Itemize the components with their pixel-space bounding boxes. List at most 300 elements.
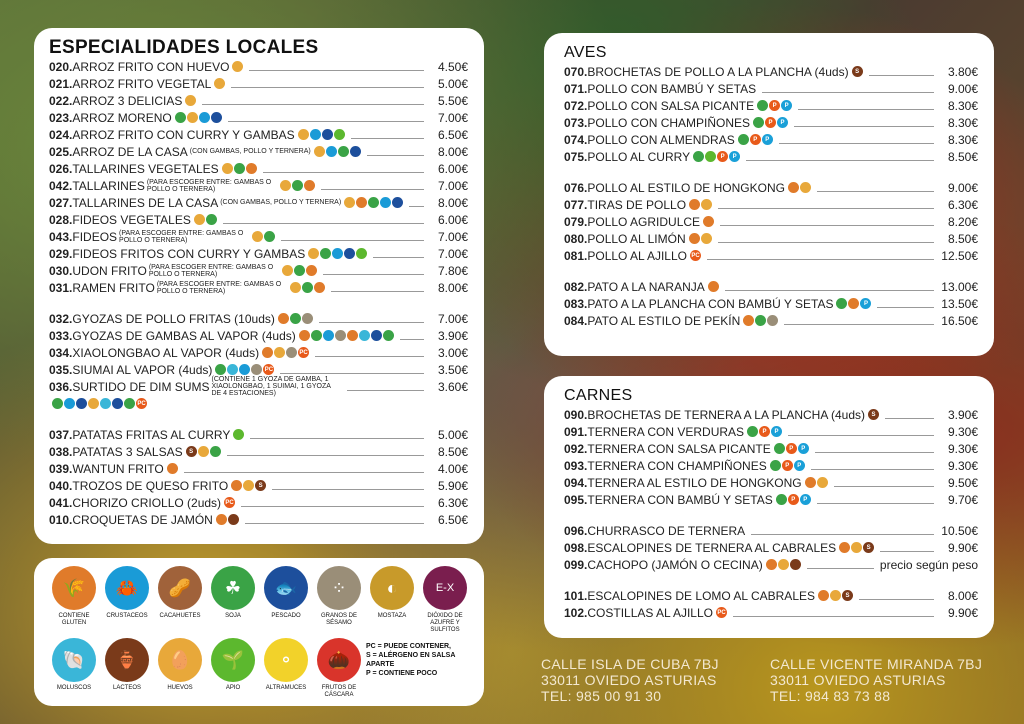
item-name: POLLO CON SALSA PICANTE — [587, 98, 755, 113]
huevos-allergen-icon — [282, 265, 293, 276]
allergen-icons — [747, 426, 782, 437]
sesamo-allergen-icon — [302, 313, 313, 324]
item-name: XIAOLONGBAO AL VAPOR (4uds) — [72, 345, 260, 360]
item-name: TERNERA CON SALSA PICANTE — [587, 441, 771, 456]
item-name: ARROZ DE LA CASA — [72, 144, 188, 159]
allergen-icons — [222, 163, 257, 174]
p-allergen-icon: P — [769, 100, 780, 111]
item-code: 095. — [564, 492, 588, 507]
item-code: 034. — [49, 345, 73, 360]
sesamo-allergen-icon — [767, 315, 778, 326]
soja-allergen-icon — [747, 426, 758, 437]
gluten-allergen-icon — [304, 180, 315, 191]
menu-item — [49, 211, 468, 228]
soja-allergen-icon — [234, 163, 245, 174]
item-code: 043. — [49, 229, 73, 244]
item-note: (PARA ESCOGER ENTRE: GAMBAS O POLLO O TERNERA) — [119, 229, 244, 244]
huevos-allergen-icon — [88, 398, 99, 409]
allergen-icons — [233, 429, 244, 440]
huevos-allergen-icon — [243, 480, 254, 491]
item-price: 9.50€ — [947, 475, 978, 490]
soja-allergen-icon — [770, 460, 781, 471]
allergen-icons — [224, 497, 235, 508]
item-code: 032. — [49, 311, 73, 326]
item-code: 023. — [49, 110, 73, 125]
menu-item — [49, 494, 468, 511]
item-name: TERNERA CON CHAMPIÑONES — [587, 458, 767, 473]
address-2 — [770, 656, 982, 704]
item-name: RAMEN FRITO — [72, 280, 155, 295]
huevos-allergen-icon — [308, 248, 319, 259]
item-name: WANTUN FRITO — [72, 461, 164, 476]
legend-label: HUEVOS — [167, 685, 193, 691]
huevos-allergen-icon — [274, 347, 285, 358]
s-allergen-icon: S — [868, 409, 879, 420]
legend-item-sulfitos — [419, 566, 471, 634]
altramuces-icon: ⚬ — [264, 638, 308, 682]
item-code: 093. — [564, 458, 588, 473]
soja-allergen-icon — [311, 330, 322, 341]
gluten-allergen-icon — [347, 330, 358, 341]
leader-line — [751, 526, 934, 535]
legend-notes — [366, 638, 471, 699]
pescado-allergen-icon — [344, 248, 355, 259]
address-line: 33011 OVIEDO ASTURIAS — [770, 672, 946, 688]
menu-item — [564, 604, 978, 621]
item-code: 041. — [49, 495, 73, 510]
soja-allergen-icon — [755, 315, 766, 326]
soja-allergen-icon — [206, 214, 217, 225]
item-price: 6.30€ — [947, 197, 978, 212]
item-name: FIDEOS FRITOS CON CURRY Y GAMBAS — [72, 246, 306, 261]
menu-item — [564, 97, 978, 114]
leader-line — [718, 234, 934, 243]
phone: TEL: 985 00 91 30 — [541, 688, 662, 704]
legend-label: FRUTOS DE CÁSCARA — [321, 685, 357, 698]
item-name: PATATAS 3 SALSAS — [72, 444, 183, 459]
carnes-panel — [544, 376, 994, 638]
item-price: 7.00€ — [437, 311, 468, 326]
pp-allergen-icon: P — [781, 100, 792, 111]
crustaceos-allergen-icon — [310, 129, 321, 140]
item-code: 027. — [49, 195, 73, 210]
phone: TEL: 984 83 73 88 — [770, 688, 891, 704]
soja-allergen-icon — [294, 265, 305, 276]
leader-line — [315, 348, 424, 357]
item-code: 083. — [564, 296, 588, 311]
leader-line — [834, 478, 934, 487]
menu-item — [49, 228, 468, 245]
item-price: 8.30€ — [947, 98, 978, 113]
legend-note: APARTE — [366, 661, 395, 668]
huevos-allergen-icon — [701, 199, 712, 210]
item-name: POLLO AL LIMÓN — [587, 231, 686, 246]
item-price: 9.00€ — [947, 180, 978, 195]
legend-label: MOLUSCOS — [56, 685, 92, 691]
leader-line — [319, 314, 424, 323]
leader-line — [250, 430, 424, 439]
item-price: 12.50€ — [941, 248, 978, 263]
gluten-allergen-icon — [839, 542, 850, 553]
pp-allergen-icon: P — [777, 117, 788, 128]
item-code: 084. — [564, 313, 588, 328]
pp-allergen-icon: P — [771, 426, 782, 437]
gluten-allergen-icon — [167, 463, 178, 474]
gluten-allergen-icon — [743, 315, 754, 326]
menu-item — [49, 75, 468, 92]
item-code: 020. — [49, 59, 73, 74]
leader-line — [245, 515, 424, 524]
item-name: POLLO AL AJILLO — [587, 248, 687, 263]
huevos-allergen-icon — [830, 590, 841, 601]
item-price: 5.00€ — [437, 427, 468, 442]
item-name: TERNERA CON VERDURAS — [587, 424, 745, 439]
menu-item — [49, 378, 468, 395]
menu-item — [49, 177, 468, 194]
legend-label: DIÓXIDO DE AZUFRE Y SULFITOS — [427, 613, 463, 633]
item-code: 091. — [564, 424, 588, 439]
item-code: 099. — [564, 557, 588, 572]
soja-allergen-icon — [302, 282, 313, 293]
menu-item — [564, 131, 978, 148]
item-price: 3.90€ — [437, 328, 468, 343]
menu-item — [49, 344, 468, 361]
soja-allergen-icon — [368, 197, 379, 208]
apio-allergen-icon — [334, 129, 345, 140]
item-price: 9.30€ — [947, 424, 978, 439]
item-name: PATO A LA NARANJA — [587, 279, 705, 294]
item-code: 080. — [564, 231, 588, 246]
gluten-allergen-icon — [299, 330, 310, 341]
leader-line — [321, 181, 424, 190]
item-price: 5.00€ — [437, 76, 468, 91]
s-allergen-icon: S — [863, 542, 874, 553]
menu-item — [49, 126, 468, 143]
pescado-icon: 🐟 — [264, 566, 308, 610]
legend-label: CACAHUETES — [159, 613, 201, 619]
item-price: 3.50€ — [437, 362, 468, 377]
item-price: 8.50€ — [947, 149, 978, 164]
allergen-icons — [175, 112, 222, 123]
leader-line — [400, 331, 424, 340]
legend-item-sesamo — [313, 566, 365, 634]
item-name: TERNERA AL ESTILO DE HONGKONG — [587, 475, 802, 490]
item-code: 010. — [49, 512, 73, 527]
menu-item — [49, 477, 468, 494]
p-allergen-icon: P — [765, 117, 776, 128]
crustaceos-allergen-icon — [199, 112, 210, 123]
gluten-allergen-icon — [216, 514, 227, 525]
legend-item-huevos — [154, 638, 206, 699]
menu-item — [564, 474, 978, 491]
allergen-icons — [766, 559, 801, 570]
moluscos-allergen-icon — [100, 398, 111, 409]
legend-item-pescado — [260, 566, 312, 634]
gluten-allergen-icon — [788, 182, 799, 193]
legend-item-gluten — [48, 566, 100, 634]
cacahuetes-icon: 🥜 — [158, 566, 202, 610]
item-code: 021. — [49, 76, 73, 91]
crustaceos-allergen-icon — [380, 197, 391, 208]
lacteos-allergen-icon — [228, 514, 239, 525]
huevos-allergen-icon — [232, 61, 243, 72]
huevos-allergen-icon — [187, 112, 198, 123]
huevos-allergen-icon — [701, 233, 712, 244]
leader-line — [231, 79, 424, 88]
item-note: (PARA ESCOGER ENTRE: GAMBAS O POLLO O TERNERA) — [148, 263, 274, 278]
item-price: 6.00€ — [437, 212, 468, 227]
legend-item-apio — [207, 638, 259, 699]
allergen-icons — [214, 78, 225, 89]
allergen-icons — [818, 590, 853, 601]
item-price: 8.30€ — [947, 115, 978, 130]
item-name: POLLO CON CHAMPIÑONES — [587, 115, 751, 130]
pp-allergen-icon: P — [729, 151, 740, 162]
item-name: CHURRASCO DE TERNERA — [587, 523, 746, 538]
legend-label: GRANOS DE SÉSAMO — [320, 613, 357, 626]
mostaza-icon: ◐ — [370, 566, 414, 610]
pescado-allergen-icon — [322, 129, 333, 140]
gluten-allergen-icon — [246, 163, 257, 174]
menu-item — [49, 310, 468, 327]
item-note: (PARA ESCOGER ENTRE: GAMBAS O POLLO O TERNERA) — [146, 178, 272, 193]
p-allergen-icon: P — [786, 443, 797, 454]
item-price: 9.70€ — [947, 492, 978, 507]
leader-line — [249, 62, 424, 71]
item-name: BROCHETAS DE POLLO A LA PLANCHA (4uds) — [587, 64, 849, 79]
item-price: 9.30€ — [947, 458, 978, 473]
pescado-allergen-icon — [371, 330, 382, 341]
gluten-allergen-icon — [689, 199, 700, 210]
leader-line — [817, 183, 934, 192]
p-allergen-icon: P — [782, 460, 793, 471]
menu-item — [564, 539, 978, 556]
soja-allergen-icon — [836, 298, 847, 309]
item-price: 5.50€ — [437, 93, 468, 108]
menu-item — [564, 80, 978, 97]
leader-line — [281, 232, 424, 241]
apio-allergen-icon — [233, 429, 244, 440]
soja-allergen-icon — [338, 146, 349, 157]
item-price: 3.80€ — [947, 64, 978, 79]
item-code: 026. — [49, 161, 73, 176]
p-allergen-icon: P — [750, 134, 761, 145]
gluten-allergen-icon — [314, 282, 325, 293]
lacteos-allergen-icon — [790, 559, 801, 570]
item-price: 9.00€ — [947, 81, 978, 96]
leader-line — [885, 410, 934, 419]
allergen-icons — [753, 117, 788, 128]
menu-item — [564, 196, 978, 213]
allergen-icons — [52, 398, 147, 409]
item-name: CHORIZO CRIOLLO (2uds) — [72, 495, 222, 510]
soja-allergen-icon — [320, 248, 331, 259]
allergen-icons — [757, 100, 792, 111]
item-price: 6.50€ — [437, 127, 468, 142]
huevos-icon: 🥚 — [158, 638, 202, 682]
allergen-legend — [34, 558, 484, 706]
legend-grid — [48, 566, 474, 699]
item-price: 3.60€ — [437, 379, 468, 394]
s-allergen-icon: S — [842, 590, 853, 601]
apio-allergen-icon — [705, 151, 716, 162]
pc-allergen-icon: PC — [298, 347, 309, 358]
menu-item — [49, 160, 468, 177]
leader-line — [367, 147, 424, 156]
legend-item-moluscos — [48, 638, 100, 699]
item-name: PATO A LA PLANCHA CON BAMBÚ Y SETAS — [587, 296, 834, 311]
huevos-allergen-icon — [185, 95, 196, 106]
gluten-allergen-icon — [356, 197, 367, 208]
menu-item — [564, 587, 978, 604]
soja-allergen-icon — [753, 117, 764, 128]
allergen-icons — [693, 151, 740, 162]
item-price: 8.20€ — [947, 214, 978, 229]
moluscos-allergen-icon — [227, 364, 238, 375]
item-code: 031. — [49, 280, 73, 295]
huevos-allergen-icon — [252, 231, 263, 242]
section-title: CARNES — [564, 387, 633, 404]
allergen-icons — [194, 214, 217, 225]
leader-line — [811, 461, 934, 470]
item-price: 13.00€ — [941, 279, 978, 294]
leader-line — [263, 164, 424, 173]
menu-item — [49, 460, 468, 477]
soja-allergen-icon — [292, 180, 303, 191]
menu-item — [564, 457, 978, 474]
leader-line — [272, 481, 424, 490]
item-code: 096. — [564, 523, 588, 538]
item-code: 038. — [49, 444, 73, 459]
menu-item — [564, 440, 978, 457]
sesamo-allergen-icon — [286, 347, 297, 358]
item-price: 7.80€ — [437, 263, 468, 278]
item-price: 6.00€ — [437, 161, 468, 176]
item-name: POLLO CON BAMBÚ Y SETAS — [587, 81, 757, 96]
allergen-icons — [788, 182, 811, 193]
leader-line — [794, 118, 934, 127]
menu-list — [564, 63, 978, 329]
p-allergen-icon: P — [788, 494, 799, 505]
soja-allergen-icon — [290, 313, 301, 324]
pp-allergen-icon: P — [794, 460, 805, 471]
address-line: CALLE VICENTE MIRANDA 7BJ — [770, 656, 983, 672]
item-price: 16.50€ — [941, 313, 978, 328]
soja-icon: ☘ — [211, 566, 255, 610]
item-code: 042. — [49, 178, 73, 193]
allergen-icons — [805, 477, 828, 488]
allergen-icons — [282, 265, 317, 276]
leader-line — [718, 200, 934, 209]
item-name: CROQUETAS DE JAMÓN — [72, 512, 213, 527]
item-price: 6.30€ — [437, 495, 468, 510]
lacteos-icon: 🏺 — [105, 638, 149, 682]
item-code: 072. — [564, 98, 588, 113]
allergen-icons — [839, 542, 874, 553]
huevos-allergen-icon — [778, 559, 789, 570]
item-name: CACHOPO (JAMÓN O CECINA) — [587, 557, 763, 572]
legend-item-cacahuetes — [154, 566, 206, 634]
item-price: 7.00€ — [437, 229, 468, 244]
soja-allergen-icon — [215, 364, 226, 375]
sesamo-icon: ⁘ — [317, 566, 361, 610]
item-code: 030. — [49, 263, 73, 278]
legend-label: SOJA — [225, 613, 241, 619]
item-name: ARROZ 3 DELICIAS — [72, 93, 183, 108]
item-code: 037. — [49, 427, 73, 442]
menu-item — [564, 312, 978, 329]
menu-item — [564, 491, 978, 508]
moluscos-allergen-icon — [359, 330, 370, 341]
leader-line — [707, 251, 934, 260]
pescado-allergen-icon — [211, 112, 222, 123]
allergen-icons — [852, 66, 863, 77]
apio-allergen-icon — [356, 248, 367, 259]
menu-item — [49, 143, 468, 160]
item-price: 3.00€ — [437, 345, 468, 360]
legend-item-frutos — [313, 638, 365, 699]
soja-allergen-icon — [52, 398, 63, 409]
item-name: BROCHETAS DE TERNERA A LA PLANCHA (4uds) — [587, 407, 866, 422]
item-code: 076. — [564, 180, 588, 195]
item-name: TALLARINES — [72, 178, 145, 193]
allergen-icons — [344, 197, 403, 208]
item-name: COSTILLAS AL AJILLO — [587, 605, 713, 620]
item-name: FIDEOS VEGETALES — [72, 212, 191, 227]
item-name: TALLARINES DE LA CASA — [72, 195, 219, 210]
gluten-allergen-icon — [689, 233, 700, 244]
allergen-icons — [689, 199, 712, 210]
soja-allergen-icon — [738, 134, 749, 145]
allergen-icons — [232, 61, 243, 72]
item-code: 074. — [564, 132, 588, 147]
item-code: 079. — [564, 214, 588, 229]
legend-label: CONTIENE GLUTEN — [58, 613, 90, 626]
huevos-allergen-icon — [222, 163, 233, 174]
item-code: 039. — [49, 461, 73, 476]
sesamo-allergen-icon — [251, 364, 262, 375]
allergen-icons — [186, 446, 221, 457]
item-code: 040. — [49, 478, 73, 493]
s-allergen-icon: S — [186, 446, 197, 457]
soja-allergen-icon — [383, 330, 394, 341]
huevos-allergen-icon — [314, 146, 325, 157]
item-code: 025. — [49, 144, 73, 159]
leader-line — [733, 608, 934, 617]
leader-line — [373, 249, 424, 258]
item-price: 13.50€ — [941, 296, 978, 311]
section-title: AVES — [564, 44, 607, 61]
gluten-allergen-icon — [703, 216, 714, 227]
crustaceos-allergen-icon — [323, 330, 334, 341]
allergen-icons — [743, 315, 778, 326]
frutos-icon: 🌰 — [317, 638, 361, 682]
menu-item — [49, 395, 468, 412]
item-name: POLLO AL CURRY — [587, 149, 691, 164]
menu-list — [564, 406, 978, 621]
allergen-icons — [776, 494, 811, 505]
allergen-icons — [215, 364, 274, 375]
especialidades-panel — [34, 28, 484, 544]
leader-line — [409, 198, 424, 207]
legend-item-lacteos — [101, 638, 153, 699]
leader-line — [202, 96, 424, 105]
moluscos-icon: 🐚 — [52, 638, 96, 682]
allergen-icons — [290, 282, 325, 293]
sesamo-allergen-icon — [335, 330, 346, 341]
huevos-allergen-icon — [851, 542, 862, 553]
item-name: ESCALOPINES DE LOMO AL CABRALES — [587, 588, 815, 603]
